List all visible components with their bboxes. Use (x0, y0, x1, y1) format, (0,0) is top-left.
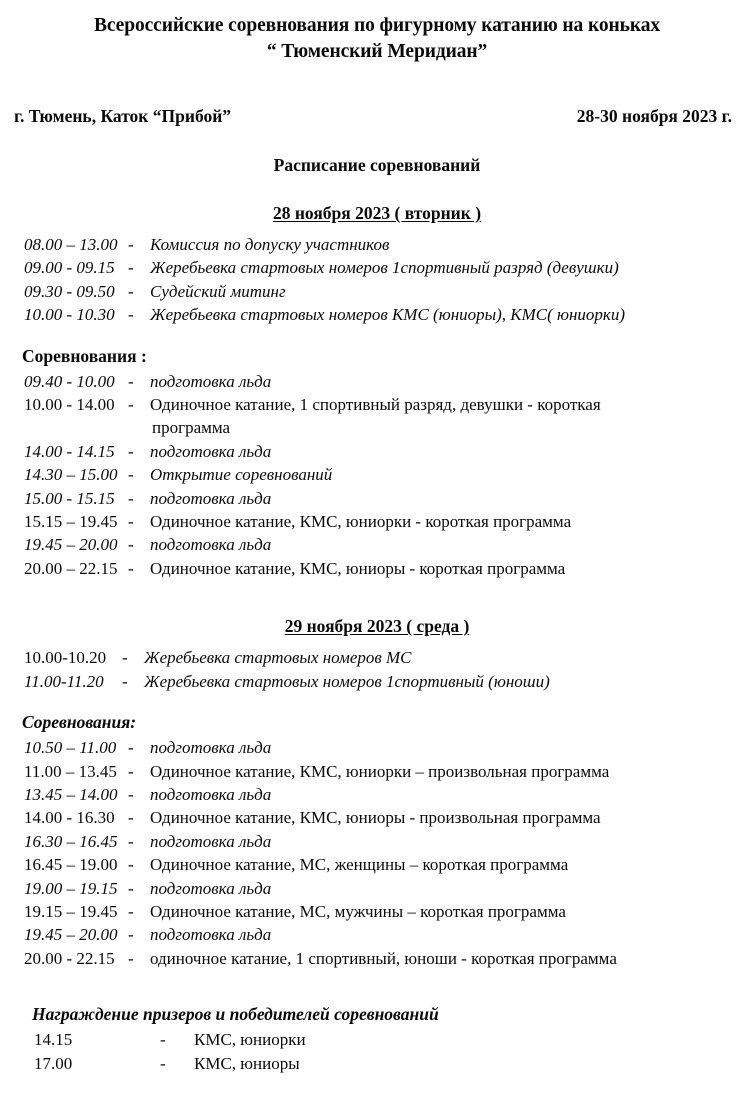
schedule-row-time: 10.00 - 14.00 (24, 395, 115, 415)
schedule-row-time: 14.30 – 15.00 (24, 465, 118, 485)
schedule-row-time: 19.00 – 19.15 (24, 878, 118, 898)
day-heading-2-text: 29 ноября 2023 ( среда ) (284, 616, 470, 637)
schedule-row-dash: - (128, 371, 134, 391)
day-heading-1 (10, 203, 744, 224)
schedule-row-description: Одиночное катание, КМС, юниоры - произвольная программа (150, 808, 601, 828)
schedule-row (10, 510, 744, 533)
schedule-row-description: КМС, юниорки (194, 1030, 306, 1050)
schedule-row-description: подготовка льда (150, 878, 272, 898)
schedule-row-description: подготовка льда (150, 441, 272, 461)
day-1-intro-rows (10, 233, 744, 327)
schedule-row-dash: - (122, 671, 128, 691)
awards-rows (10, 1028, 744, 1075)
schedule-row-dash: - (128, 831, 134, 851)
day-heading-2 (10, 616, 744, 637)
schedule-row-description: Одиночное катание, КМС, юниорки - короткая программа (150, 512, 572, 532)
schedule-row-time: 16.45 – 19.00 (24, 855, 118, 875)
schedule-row-time: 19.45 – 20.00 (24, 925, 118, 945)
schedule-row (10, 923, 744, 946)
schedule-row (10, 370, 744, 393)
schedule-row-dash: - (128, 948, 134, 968)
schedule-row-dash: - (128, 761, 134, 781)
day-2-intro-rows (10, 646, 744, 693)
schedule-row (10, 877, 744, 900)
schedule-row-description: одиночное катание, 1 спортивный, юноши - короткая программа (150, 948, 617, 968)
schedule-row (10, 1052, 744, 1075)
schedule-row-dash: - (128, 512, 134, 532)
schedule-row-dash: - (128, 901, 134, 921)
schedule-row-dash: - (160, 1030, 166, 1050)
schedule-row-time: 14.15 (34, 1030, 73, 1050)
day-2-competition-rows (10, 736, 744, 970)
schedule-row-description: Одиночное катание, КМС, юниоры - короткая программа (150, 558, 566, 578)
schedule-row (10, 233, 744, 256)
schedule-row (10, 900, 744, 923)
schedule-row-time: 15.00 - 15.15 (24, 488, 115, 508)
schedule-row-dash: - (128, 395, 134, 415)
schedule-row (10, 1028, 744, 1051)
schedule-row-description: подготовка льда (150, 488, 272, 508)
schedule-row-time: 11.00 – 13.45 (24, 761, 117, 781)
schedule-row-time: 13.45 – 14.00 (24, 784, 118, 804)
schedule-row-time: 17.00 (34, 1053, 73, 1073)
schedule-row-description: подготовка льда (150, 535, 272, 555)
schedule-row-description: подготовка льда (150, 925, 272, 945)
schedule-row (10, 760, 744, 783)
schedule-row-dash: - (128, 925, 134, 945)
schedule-row (10, 646, 744, 669)
schedule-row-dash: - (128, 738, 134, 758)
schedule-row (10, 853, 744, 876)
venue-location: г. Тюмень, Каток “Прибой” (14, 106, 232, 126)
schedule-row (10, 256, 744, 279)
schedule-row-description: подготовка льда (150, 831, 272, 851)
schedule-row-time: 19.45 – 20.00 (24, 535, 118, 555)
schedule-row-time: 10.00-10.20 (24, 648, 107, 668)
schedule-row (10, 830, 744, 853)
schedule-row-dash: - (122, 648, 128, 668)
schedule-heading: Расписание соревнований (273, 155, 481, 175)
day-heading-1-text: 28 ноября 2023 ( вторник ) (272, 203, 482, 223)
schedule-row-dash: - (128, 855, 134, 875)
schedule-row-description: подготовка льда (150, 371, 272, 391)
schedule-row (10, 806, 744, 829)
schedule-row (10, 303, 744, 326)
schedule-row-time: 09.00 - 09.15 (24, 258, 115, 278)
document-title (10, 0, 744, 65)
schedule-row-description: Жеребьевка стартовых номеров 1спортивный (юноши) (144, 671, 550, 691)
schedule-row-dash: - (128, 465, 134, 485)
schedule-row (10, 557, 744, 580)
schedule-row-description: Одиночное катание, 1 спортивный разряд, девушки - короткая программа (150, 393, 744, 440)
document-title-line-1: Всероссийские соревнования по фигурному катанию на коньках (93, 15, 661, 36)
day-1-competition-rows (10, 370, 744, 581)
schedule-row-dash: - (128, 305, 134, 325)
schedule-row-dash: - (128, 535, 134, 555)
schedule-row-description: Судейский митинг (150, 281, 286, 301)
schedule-row-dash: - (128, 878, 134, 898)
schedule-row-description: Открытие соревнований (150, 465, 333, 485)
schedule-row (10, 533, 744, 556)
schedule-row-time: 08.00 – 13.00 (24, 235, 118, 254)
schedule-row-dash: - (128, 808, 134, 828)
schedule-row-description: Комиссия по допуску участников (150, 235, 390, 254)
schedule-row-dash: - (160, 1053, 166, 1073)
schedule-row (10, 783, 744, 806)
schedule-row-description: Одиночное катание, КМС, юниорки – произвольная программа (150, 761, 610, 781)
schedule-row-time: 14.00 - 16.30 (24, 808, 115, 828)
schedule-row (10, 736, 744, 759)
schedule-row (10, 280, 744, 303)
schedule-row-dash: - (128, 235, 134, 254)
schedule-row-time: 14.00 - 14.15 (24, 441, 115, 461)
schedule-row-dash: - (128, 441, 134, 461)
day-2-block-label: Соревнования: (22, 712, 137, 733)
schedule-row-time: 20.00 - 22.15 (24, 948, 115, 968)
schedule-row (10, 440, 744, 463)
schedule-row-description: Одиночное катание, МС, женщины – короткая программа (150, 855, 569, 875)
schedule-row (10, 947, 744, 970)
schedule-row-description: Жеребьевка стартовых номеров КМС (юниоры), КМС( юниорки) (150, 305, 626, 325)
schedule-row-dash: - (128, 558, 134, 578)
day-1-block-label: Соревнования : (22, 345, 147, 366)
schedule-row-time: 09.40 - 10.00 (24, 371, 115, 391)
schedule-row-description: Жеребьевка стартовых номеров 1спортивный разряд (девушки) (150, 258, 619, 278)
schedule-row-description: Одиночное катание, МС, мужчины – короткая программа (150, 901, 566, 921)
document-title-line-2: “ Тюменский Меридиан” (266, 41, 488, 62)
schedule-row (10, 487, 744, 510)
schedule-row-dash: - (128, 488, 134, 508)
schedule-row-time: 19.15 – 19.45 (24, 901, 118, 921)
schedule-row-description: подготовка льда (150, 784, 272, 804)
schedule-row-description: КМС, юниоры (194, 1053, 300, 1073)
schedule-row-time: 10.00 - 10.30 (24, 305, 115, 325)
schedule-row-time: 15.15 – 19.45 (24, 512, 118, 532)
venue-and-dates-row (10, 106, 744, 127)
event-dates: 28-30 ноября 2023 г. (576, 106, 732, 126)
schedule-row (10, 463, 744, 486)
schedule-row-time: 09.30 - 09.50 (24, 281, 115, 301)
schedule-row-time: 16.30 – 16.45 (24, 831, 118, 851)
schedule-row-dash: - (128, 281, 134, 301)
schedule-row-time: 10.50 – 11.00 (24, 738, 117, 758)
schedule-row-description: Жеребьевка стартовых номеров МС (144, 648, 412, 668)
schedule-row-time: 20.00 – 22.15 (24, 558, 118, 578)
schedule-row-description: подготовка льда (150, 738, 272, 758)
schedule-row-dash: - (128, 258, 134, 278)
schedule-row (10, 393, 744, 440)
awards-label: Награждение призеров и победителей соревнований (32, 1004, 439, 1025)
schedule-row-time: 11.00-11.20 (24, 671, 104, 691)
schedule-row (10, 670, 744, 693)
schedule-row-dash: - (128, 784, 134, 804)
schedule-row-description-cont: программа (152, 418, 231, 438)
